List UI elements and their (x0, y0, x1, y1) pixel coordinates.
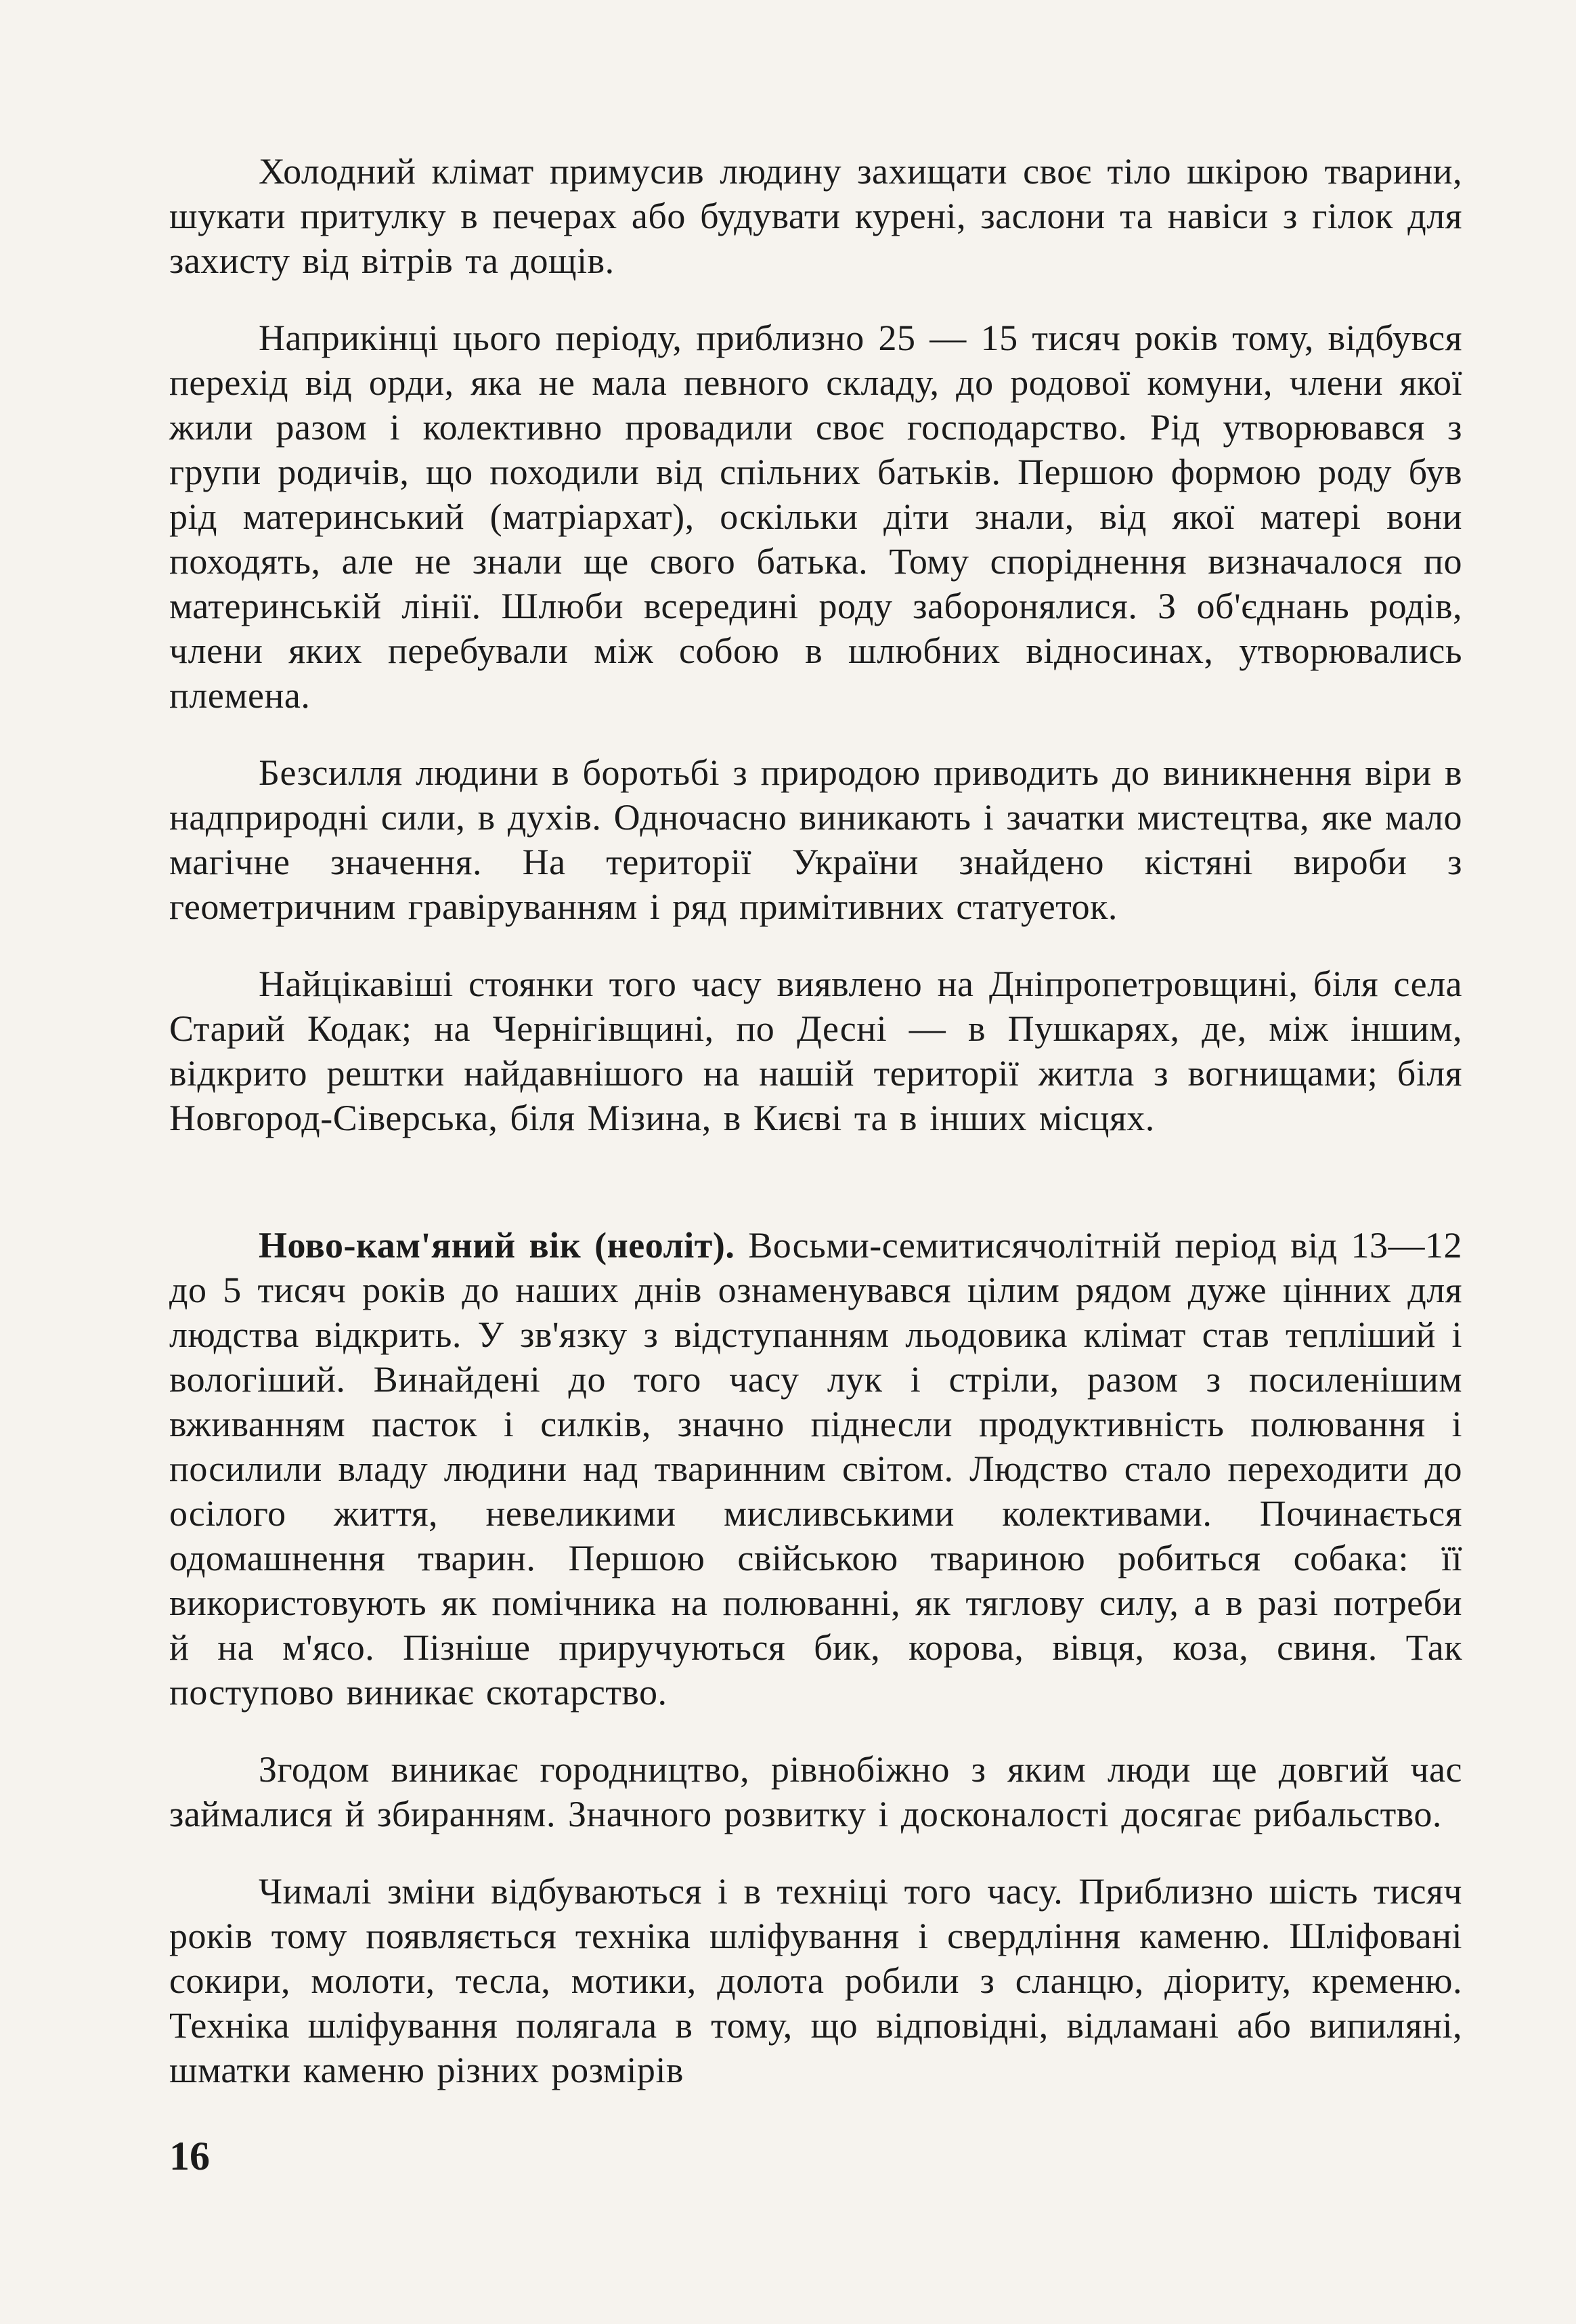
page-number: 16 (169, 2134, 210, 2178)
paragraph-neolithic (169, 1223, 1462, 1715)
paragraph-sites: Найцікавіші стоянки того часу виявлено на Дніпропетровщині, біля села Старий Кодак; на Чернігівщині, по Десні — в Пушкарях, де, між іншим, відкрито рештки найдавнішого на нашій території житла з вогнищами; біля Новгород-Сіверська, біля Мізина, в Києві та в інших місцях. (169, 964, 1462, 1138)
section-heading: Ново-кам'яний вік (неоліт). (259, 1225, 735, 1266)
paragraph-gardening: Згодом виникає городництво, рівнобіжно з яким люди ще довгий час займалися й збиранням. Значного розвитку і досконалості досягає рибальство. (169, 1749, 1462, 1834)
paragraph-clan-commune: Наприкінці цього періоду, приблизно 25 — 15 тисяч років тому, відбувся перехід від орди, яка не мала певного складу, до родової комуни, члени якої жили разом і колективно провадили своє господарство. Рід утворювався з групи родичів, що походили від спільних батьків. Першою формою роду був рід материнський (матріархат), оскільки діти знали, від якої матері вони походять, але не знали ще свого батька. Тому споріднення визначалося по материнській лінії. Шлюби всередині роду заборонялися. З об'єднань родів, члени яких перебували між собою в шлюбних відносинах, утворювались племена. (169, 318, 1462, 716)
section-lead-text: Восьми-семитисячолітній період від 13—12 до 5 тисяч років до наших днів ознаменувався цілим рядом дуже цінних для людства відкрить. У зв'язку з відступанням льодовика клімат став тепліший і вологіший. Винайдені до того часу лук і стріли, разом з посиленішим вживанням пасток і силків, значно піднесли продуктивність полювання і посилили владу людини над тваринним світом. Людство стало переходити до осілого життя, невеликими мисливськими колективами. Починається одомашнення тварин. Першою свійською твариною робиться собака: її використовують як помічника на полюванні, як тяглову силу, а в разі потреби й на м'ясо. Пізніше приручуються бик, корова, вівця, коза, свиня. Так поступово виникає скотарство. (169, 1225, 1462, 1713)
paragraph-beliefs-art: Безсилля людини в боротьбі з природою приводить до виникнення віри в надприродні сили, в духів. Одночасно виникають і зачатки мистецтва, яке мало магічне значення. На території України знайдено кістяні вироби з геометричним гравіруванням і ряд примітивних статуеток. (169, 752, 1462, 927)
section-spacer (169, 1173, 1462, 1223)
paragraph-clothing-shelter: Холодний клімат примусив людину захищати своє тіло шкірою тварини, шукати притулку в печерах або будувати курені, заслони та навіси з гілок для захисту від вітрів та дощів. (169, 151, 1462, 281)
paragraph-technology: Чималі зміни відбуваються і в техніці того часу. Приблизно шість тисяч років тому появляється техніка шліфування і свердління каменю. Шліфовані сокири, молоти, тесла, мотики, долота робили з сланцю, діориту, кременю. Техніка шліфування полягала в тому, що відповідні, відламані або випиляні, шматки каменю різних розмірів (169, 1871, 1462, 2090)
page-body (169, 149, 1462, 2125)
